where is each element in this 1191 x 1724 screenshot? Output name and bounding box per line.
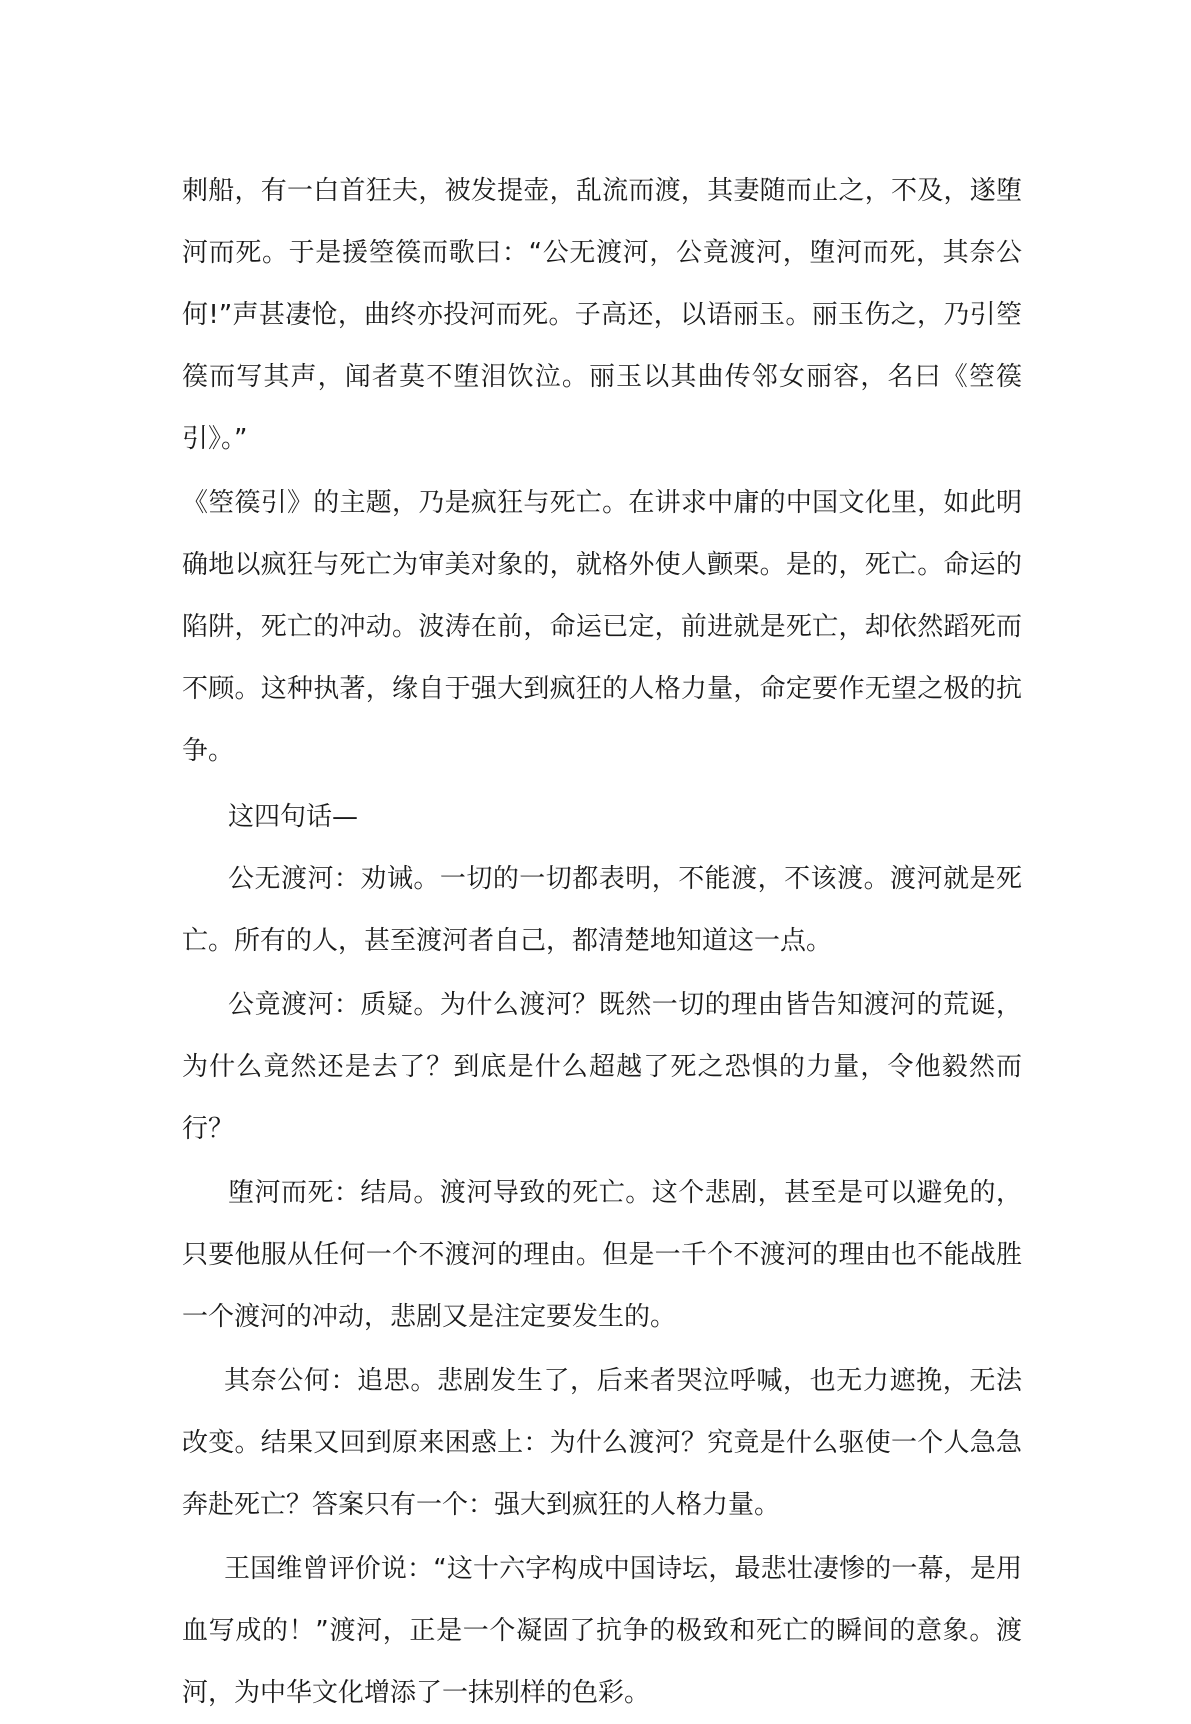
paragraph-four-lines-intro: 这四句话— (228, 802, 359, 832)
paragraph-theme: 《箜篌引》的主题，乃是疯狂与死亡。在讲求中庸的中国文化里，如此明确地以疯狂与死亡为审美对象的，就格外使人颤栗。是的，死亡。命运的陷阱，死亡的冲动。波涛在前，命运已定，前进就是死亡，却依然蹈死而不顾。这种执著，缘自于强大到疯狂的人格力量，命定要作无望之极的抗争。 (182, 488, 1022, 766)
paragraph-line-four: 其奈公何：追思。悲剧发生了，后来者哭泣呼喊，也无力遮挽，无法改变。结果又回到原来困惑上：为什么渡河？究竟是什么驱使一个人急急奔赴死亡？答案只有一个：强大到疯狂的人格力量。 (182, 1366, 1022, 1520)
document-body (182, 160, 1022, 1724)
paragraph-story-ending: 刺船，有一白首狂夫，被发提壶，乱流而渡，其妻随而止之，不及，遂堕河而死。于是援箜篌而歌曰：“公无渡河，公竟渡河，堕河而死，其奈公何!”声甚凄怆，曲终亦投河而死。子高还，以语丽玉。丽玉伤之，乃引箜篌而写其声，闻者莫不堕泪饮泣。丽玉以其曲传邻女丽容，名曰《箜篌引》。” (182, 176, 1022, 454)
paragraph-wang-guowei-quote: 王国维曾评价说：“这十六字构成中国诗坛，最悲壮凄惨的一幕，是用血写成的！”渡河，正是一个凝固了抗争的极致和死亡的瞬间的意象。渡河，为中华文化增添了一抹别样的色彩。 (182, 1554, 1022, 1708)
paragraph-line-two: 公竟渡河：质疑。为什么渡河？既然一切的理由皆告知渡河的荒诞，为什么竟然还是去了？到底是什么超越了死之恐惧的力量，令他毅然而行？ (182, 990, 1022, 1144)
paragraph-line-three: 堕河而死：结局。渡河导致的死亡。这个悲剧，甚至是可以避免的，只要他服从任何一个不渡河的理由。但是一千个不渡河的理由也不能战胜一个渡河的冲动，悲剧又是注定要发生的。 (182, 1178, 1022, 1332)
paragraph-line-one: 公无渡河：劝诫。一切的一切都表明，不能渡，不该渡。渡河就是死亡。所有的人，甚至渡河者自己，都清楚地知道这一点。 (182, 864, 1022, 956)
